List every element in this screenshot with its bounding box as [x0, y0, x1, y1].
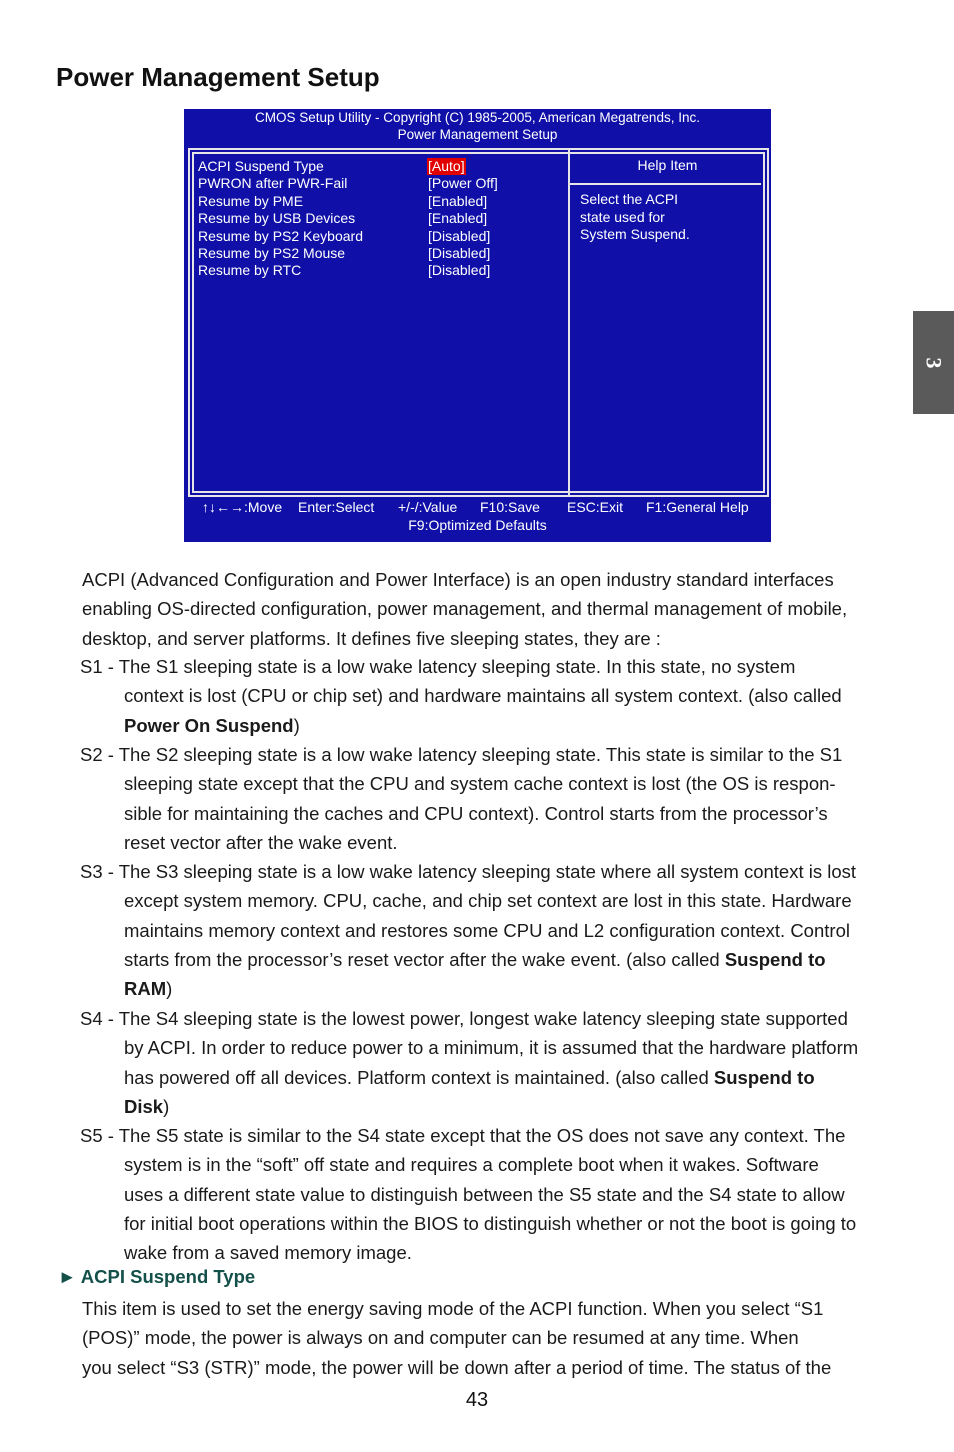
page-title: Power Management Setup — [56, 62, 380, 92]
state-s1-line: S1 - The S1 sleeping state is a low wake latency sleeping state. In this state, no system — [80, 656, 796, 677]
bios-item-label: Resume by PS2 Keyboard — [198, 227, 363, 244]
bios-copyright: CMOS Setup Utility - Copyright (C) 1985-2005, American Megatrends, Inc. — [255, 110, 700, 125]
page-number: 43 — [465, 1389, 489, 1411]
bios-item-value[interactable]: [Enabled] — [428, 192, 488, 209]
state-s5-line: for initial boot operations within the BIOS to distinguish whether or not the boot is going to — [124, 1212, 857, 1234]
chapter-tab — [913, 311, 954, 414]
state-s1 — [80, 652, 910, 740]
section-line: (POS)” mode, the power is always on and computer can be resumed at any time. When — [82, 1327, 799, 1349]
state-s4-alias: Suspend to — [713, 1066, 815, 1088]
bios-item-resume-by-usb[interactable] — [197, 210, 567, 227]
bios-item-label: Resume by PS2 Mouse — [198, 244, 346, 261]
state-s4-line: S4 - The S4 sleeping state is the lowest power, longest wake latency sleeping state supported — [80, 1008, 848, 1029]
section-line: This item is used to set the energy saving mode of the ACPI function. When you select “S1 — [82, 1298, 824, 1319]
help-title: Help Item — [637, 157, 698, 173]
section-heading — [58, 1266, 255, 1288]
help-rule — [570, 183, 761, 185]
footer-help-hint: F1:General Help — [646, 499, 749, 515]
state-s2 — [80, 740, 910, 857]
intro-line: desktop, and server platforms. It defines five sleeping states, they are : — [82, 627, 661, 649]
bios-item-list — [197, 158, 567, 280]
bios-header — [184, 109, 771, 143]
bios-item-pwron-after-pwr-fail[interactable] — [197, 175, 567, 192]
intro-line: enabling OS-directed configuration, power management, and thermal management of mobile, — [82, 598, 848, 620]
state-s2-line: sible for maintaining the caches and CPU context). Control starts from the processor’s — [124, 802, 828, 824]
intro-paragraph — [82, 565, 912, 653]
bios-item-label: PWRON after PWR-Fail — [198, 175, 348, 192]
state-s3-line: RAM) — [124, 978, 173, 1000]
help-line: System Suspend. — [580, 226, 690, 242]
bios-item-label: Resume by RTC — [198, 262, 302, 279]
bios-screen-title: Power Management Setup — [397, 127, 558, 142]
state-s3-line: starts from the processor’s reset vector after the wake event. (also called Suspend to — [124, 948, 826, 970]
bios-item-resume-by-pme[interactable] — [197, 193, 567, 210]
help-line: Select the ACPI — [580, 191, 679, 207]
bios-item-resume-by-ps2-mouse[interactable] — [197, 245, 567, 262]
state-s5-line: S5 - The S5 state is similar to the S4 state except that the OS does not save any context. The — [80, 1125, 846, 1146]
state-s4 — [80, 1004, 910, 1121]
state-s3-line: except system memory. CPU, cache, and chip set context are lost in this state. Hardware — [124, 890, 852, 912]
state-s1-line: context is lost (CPU or chip set) and hardware maintains all system context. (also called — [124, 685, 842, 707]
bios-item-value-selected[interactable]: [Auto] — [428, 158, 465, 174]
triangle-right-icon: ► — [58, 1266, 77, 1287]
bios-divider — [568, 148, 570, 497]
bios-item-value[interactable]: [Enabled] — [428, 210, 488, 227]
bios-footer — [184, 499, 771, 534]
bios-item-value[interactable]: [Disabled] — [428, 262, 491, 279]
state-s3-alias: Suspend to — [724, 948, 826, 970]
chapter-tab-number: 3 — [921, 357, 947, 368]
bios-item-value[interactable]: [Power Off] — [428, 175, 498, 192]
bios-screen — [184, 109, 771, 542]
bios-item-value[interactable]: [Disabled] — [428, 244, 491, 261]
state-s4-line: by ACPI. In order to reduce power to a minimum, it is assumed that the hardware platform — [124, 1037, 859, 1059]
bios-item-label: ACPI Suspend Type — [198, 158, 324, 174]
bios-item-label: Resume by PME — [198, 192, 304, 209]
state-s5 — [80, 1121, 910, 1267]
state-s5-line: uses a different state value to distinguish between the S5 state and the S4 state to allow — [124, 1183, 845, 1205]
state-s5-line: system is in the “soft” off state and requires a complete boot when it wakes. Software — [124, 1154, 819, 1176]
section-line: you select “S3 (STR)” mode, the power will be down after a period of time. The status of the — [82, 1356, 832, 1378]
bios-item-value[interactable]: [Disabled] — [428, 227, 491, 244]
footer-defaults-hint: F9:Optimized Defaults — [408, 516, 547, 533]
state-s2-line: reset vector after the wake event. — [124, 831, 398, 853]
state-s4-alias-cont: Disk — [124, 1095, 164, 1117]
bios-item-resume-by-ps2-keyboard[interactable] — [197, 228, 567, 245]
state-s4-line: has powered off all devices. Platform context is maintained. (also called Suspend to — [124, 1066, 815, 1088]
footer-move-hint: ↑↓←→:Move — [202, 499, 283, 515]
help-line: state used for — [580, 208, 665, 225]
state-s1-line: Power On Suspend) — [124, 714, 300, 736]
state-s3-alias-cont: RAM — [124, 978, 167, 1000]
footer-save-hint: F10:Save — [480, 499, 540, 515]
footer-select-hint: Enter:Select — [298, 499, 375, 515]
state-s3-line: maintains memory context and restores some CPU and L2 configuration context. Control — [124, 919, 850, 941]
intro-line: ACPI (Advanced Configuration and Power Interface) is an open industry standard interfaces — [82, 569, 834, 590]
bios-item-acpi-suspend-type[interactable] — [197, 158, 567, 175]
state-s5-line: wake from a saved memory image. — [124, 1242, 412, 1264]
state-s2-line: sleeping state except that the CPU and system cache context is lost (the OS is respon- — [124, 773, 836, 795]
state-s2-line: S2 - The S2 sleeping state is a low wake latency sleeping state. This state is similar to the S1 — [80, 744, 843, 765]
bios-item-resume-by-rtc[interactable] — [197, 262, 567, 279]
section-title: ACPI Suspend Type — [80, 1266, 256, 1287]
section-body — [82, 1294, 912, 1382]
state-s4-line: Disk) — [124, 1095, 170, 1117]
footer-value-hint: +/-/:Value — [398, 499, 458, 515]
bios-item-label: Resume by USB Devices — [198, 210, 356, 227]
footer-exit-hint: ESC:Exit — [567, 499, 624, 515]
state-s3-line: S3 - The S3 sleeping state is a low wake latency sleeping state where all system context is lost — [80, 861, 857, 882]
help-text — [580, 191, 690, 244]
state-s1-alias: Power On Suspend — [124, 714, 294, 736]
state-s3 — [80, 857, 910, 1003]
